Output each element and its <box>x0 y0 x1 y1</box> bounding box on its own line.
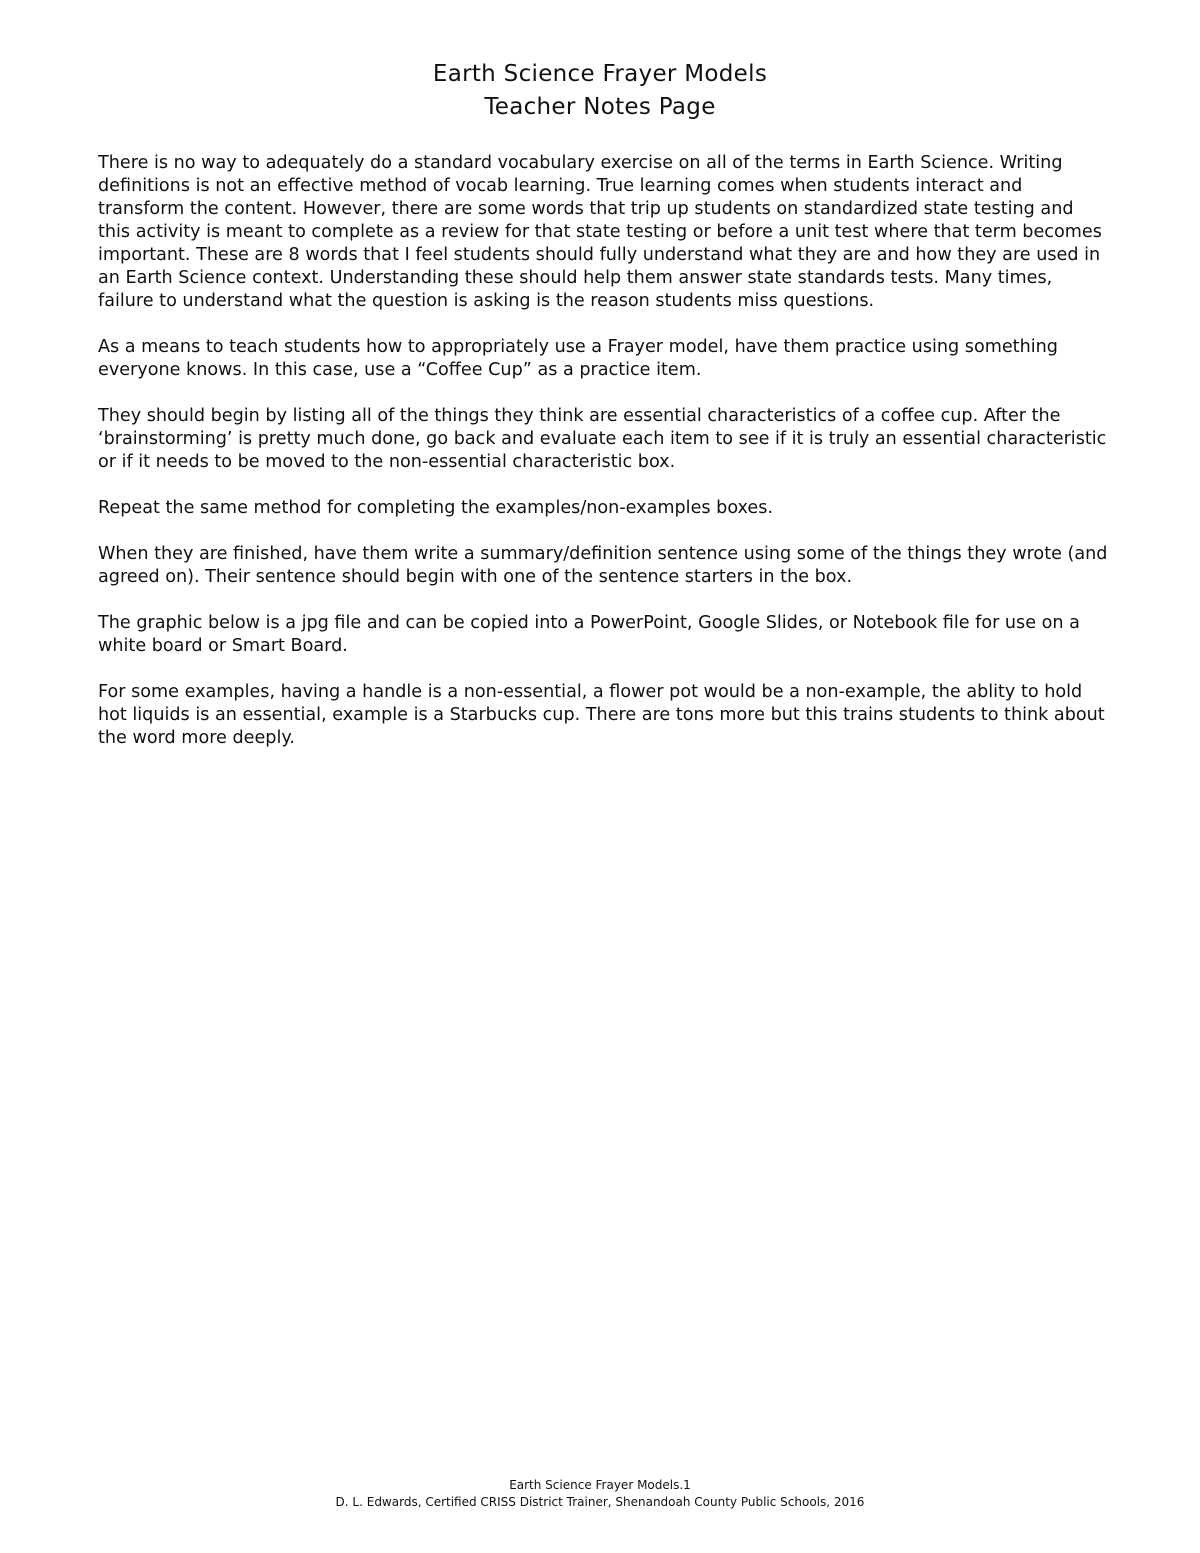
paragraph-summary: When they are finished, have them write a summary/definition sentence using some of the things they wrote (and agreed on). Their sentence should begin with one of the sentence starters in the box. <box>98 544 1108 587</box>
paragraph-practice: As a means to teach students how to appropriately use a Frayer model, have them practice using something everyone knows. In this case, use a “Coffee Cup” as a practice item. <box>98 337 1058 380</box>
title-block <box>0 58 1200 124</box>
page-footer <box>0 1477 1200 1511</box>
document-subtitle: Teacher Notes Page <box>484 94 716 120</box>
document-body <box>98 152 1108 773</box>
document-title: Earth Science Frayer Models <box>432 61 768 87</box>
paragraph-brainstorm: They should begin by listing all of the things they think are essential characteristics of a coffee cup. After the ‘brainstorming’ is pretty much done, go back and evaluate each item to see if it is truly an essential characteristic or if it needs to be moved to the non-essential characteristic box. <box>98 406 1107 472</box>
paragraph-repeat: Repeat the same method for completing the examples/non-examples boxes. <box>98 498 773 518</box>
paragraph-graphic: The graphic below is a jpg file and can be copied into a PowerPoint, Google Slides, or Notebook file for use on a white board or Smart Board. <box>98 613 1080 656</box>
paragraph-intro: There is no way to adequately do a standard vocabulary exercise on all of the terms in Earth Science. Writing definitions is not an effective method of vocab learning. True learning comes when students interact and transform the content. However, there are some words that trip up students on standardized state testing and this activity is meant to complete as a review for that state testing or before a unit test where that term becomes important. These are 8 words that I feel students should fully understand what they are and how they are used in an Earth Science context. Understanding these should help them answer state standards tests. Many times, failure to understand what the question is asking is the reason students miss questions. <box>98 153 1102 311</box>
paragraph-examples: For some examples, having a handle is a non-essential, a flower pot would be a non-example, the ablity to hold hot liquids is an essential, example is a Starbucks cup. There are tons more but this trains students to think about the word more deeply. <box>98 682 1105 748</box>
footer-credit: D. L. Edwards, Certified CRISS District Trainer, Shenandoah County Public Schools, 2016 <box>335 1495 865 1509</box>
footer-title: Earth Science Frayer Models.1 <box>509 1478 691 1492</box>
